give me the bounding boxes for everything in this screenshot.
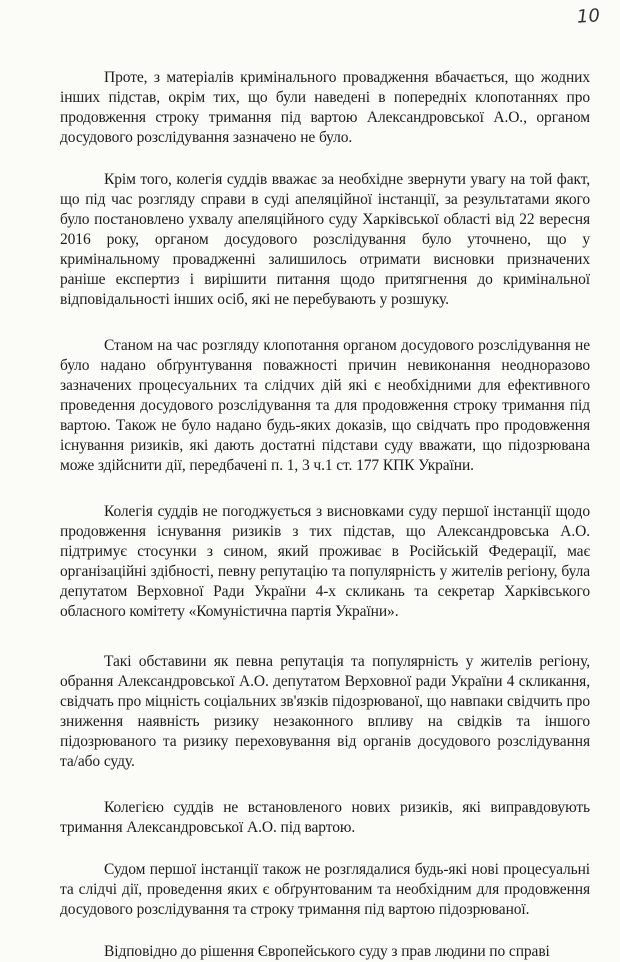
page-number: 10	[576, 5, 601, 28]
paragraph-6: Колегією суддів не встановленого нових ризиків, які виправдовують тримання Александровської А.О. під вартою.	[60, 799, 590, 836]
paragraph-4: Колегія суддів не погоджується з висновками суду першої інстанції щодо продовження існування ризиків з тих підстав, що Александровська А.О. підтримує стосунки з сином, який проживає в Російській Федерації, має організаційні здібності, певну репутацію та популярність у жителів регіону, була депутатом Верховної Ради України 4-х скликань та секретар Харківського обласного комітету «Комуністична партія України».	[60, 503, 590, 620]
paragraph-1: Проте, з матеріалів кримінального провадження вбачається, що жодних інших підстав, окрім тих, що були наведені в попередніх клопотаннях про продовження строку тримання під вартою Александровської А.О., органом досудового розслідування зазначено не було.	[60, 69, 590, 146]
paragraph-5: Такі обставини як певна репутація та популярність у жителів регіону, обрання Александровської А.О. депутатом Верховної ради України 4 скликання, свідчать про міцність соціальних зв'язків підозрюваної, що навпаки свідчить про зниження наявність ризику незаконного впливу на свідків та іншого підозрюваного та ризику переховування від органів досудового розслідування та/або суду.	[60, 653, 590, 770]
paragraph-8: Відповідно до рішення Європейського суду з прав людини по справі	[104, 943, 550, 960]
paragraph-7: Судом першої інстанції також не розглядалися будь-які нові процесуальні та слідчі дії, проведення яких є обґрунтованим та необхідним для продовження досудового розслідування та строку тримання під вартою підозрюваної.	[60, 861, 590, 918]
document-body	[60, 68, 590, 962]
paragraph-3: Станом на час розгляду клопотання органом досудового розслідування не було надано обґрунтування поважності причин невиконання неодноразово зазначених процесуальних та слідчих дій які є необхідними для ефективного проведення досудового розслідування та для продовження строку тримання під вартою. Також не було надано будь-яких доказів, що свідчать про продовження існування ризиків, які дають достатні підстави суду вважати, що підозрювана може здійснити дії, передбачені п. 1, 3 ч.1 ст. 177 КПК України.	[60, 337, 590, 474]
paragraph-2: Крім того, колегія суддів вважає за необхідне звернути увагу на той факт, що під час розгляду справи в суді апеляційної інстанції, за результатами якого було постановлено ухвалу апеляційного суду Харківської області від 22 вересня 2016 року, органом досудового розслідування було уточнено, що у кримінальному провадженні залишилось отримати висновки призначених раніше експертиз і вирішити питання щодо притягнення до кримінальної відповідальності інших осіб, які не перебувають у розшуку.	[60, 171, 590, 308]
